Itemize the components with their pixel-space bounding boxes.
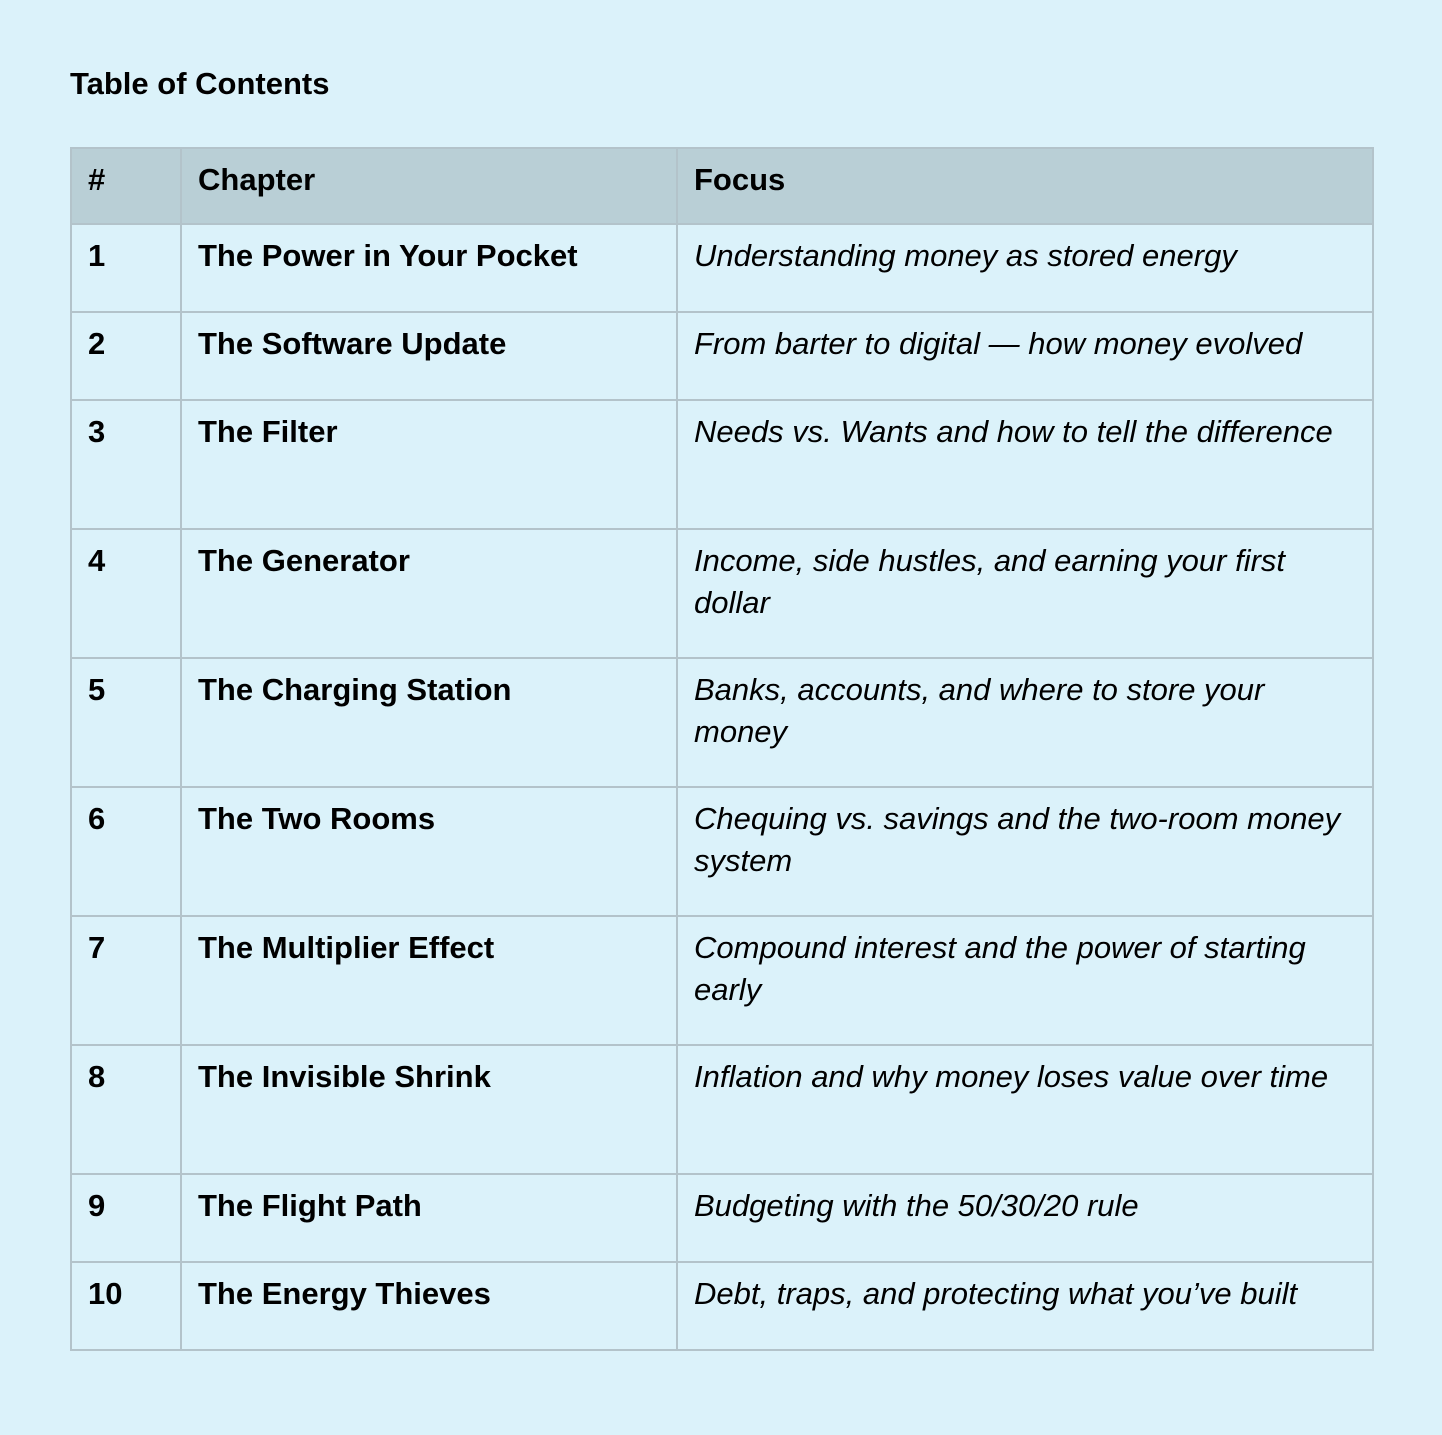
chapter-focus: Understanding money as stored energy <box>677 224 1373 312</box>
chapter-number: 8 <box>71 1045 181 1174</box>
toc-table <box>70 147 1374 1351</box>
table-row <box>71 916 1373 1045</box>
table-row <box>71 529 1373 658</box>
chapter-title: The Generator <box>181 529 677 658</box>
table-row <box>71 224 1373 312</box>
chapter-number: 5 <box>71 658 181 787</box>
chapter-focus: Needs vs. Wants and how to tell the difference <box>677 400 1373 529</box>
table-header-row <box>71 148 1373 224</box>
chapter-number: 9 <box>71 1174 181 1262</box>
chapter-focus: Budgeting with the 50/30/20 rule <box>677 1174 1373 1262</box>
chapter-focus: Inflation and why money loses value over time <box>677 1045 1373 1174</box>
chapter-title: The Software Update <box>181 312 677 400</box>
chapter-number: 7 <box>71 916 181 1045</box>
chapter-focus: Compound interest and the power of starting early <box>677 916 1373 1045</box>
chapter-focus: Debt, traps, and protecting what you’ve built <box>677 1262 1373 1350</box>
chapter-focus: Income, side hustles, and earning your first dollar <box>677 529 1373 658</box>
chapter-number: 10 <box>71 1262 181 1350</box>
chapter-title: The Multiplier Effect <box>181 916 677 1045</box>
chapter-focus: Chequing vs. savings and the two-room money system <box>677 787 1373 916</box>
chapter-title: The Two Rooms <box>181 787 677 916</box>
chapter-number: 2 <box>71 312 181 400</box>
table-row <box>71 787 1373 916</box>
chapter-title: The Energy Thieves <box>181 1262 677 1350</box>
chapter-number: 3 <box>71 400 181 529</box>
chapter-title: The Charging Station <box>181 658 677 787</box>
chapter-focus: From barter to digital — how money evolved <box>677 312 1373 400</box>
chapter-focus: Banks, accounts, and where to store your money <box>677 658 1373 787</box>
header-number: # <box>71 148 181 224</box>
chapter-number: 1 <box>71 224 181 312</box>
chapter-title: The Filter <box>181 400 677 529</box>
table-row <box>71 400 1373 529</box>
chapter-number: 6 <box>71 787 181 916</box>
table-row <box>71 1262 1373 1350</box>
table-row <box>71 658 1373 787</box>
chapter-title: The Power in Your Pocket <box>181 224 677 312</box>
chapter-title: The Invisible Shrink <box>181 1045 677 1174</box>
table-row <box>71 1045 1373 1174</box>
table-row <box>71 312 1373 400</box>
chapter-number: 4 <box>71 529 181 658</box>
page-title: Table of Contents <box>70 66 330 101</box>
chapter-title: The Flight Path <box>181 1174 677 1262</box>
table-row <box>71 1174 1373 1262</box>
header-focus: Focus <box>677 148 1373 224</box>
header-chapter: Chapter <box>181 148 677 224</box>
